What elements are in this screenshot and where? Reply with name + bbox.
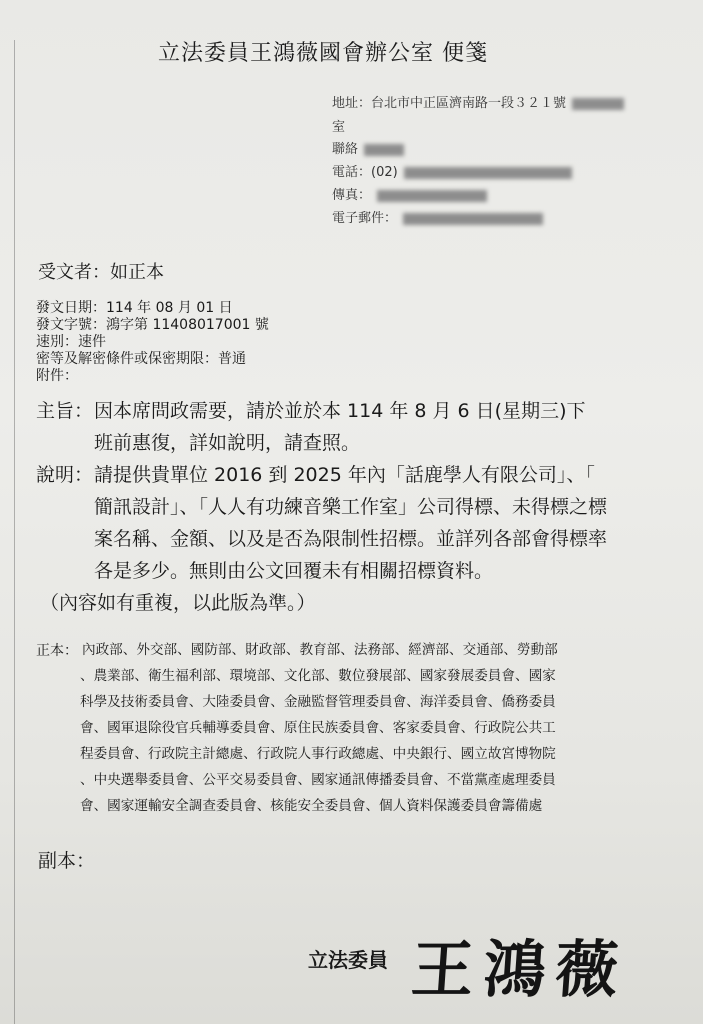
subject-line: 因本席問政需要，請於並於本 114 年 8 月 6 日(星期三)下: [94, 400, 586, 422]
issue-date: 發文日期：114 年 08 月 01 日: [36, 300, 233, 316]
explanation-label: 說明：: [36, 464, 94, 486]
redaction-block: [572, 98, 624, 110]
redaction-block: [403, 213, 543, 225]
copy-recipients-label: 副本：: [38, 850, 96, 872]
contact-fax: 傳真：: [332, 184, 487, 203]
contact-person: 聯絡: [332, 138, 404, 157]
recipient-list-line: 會、國軍退除役官兵輔導委員會、原住民族委員會、客家委員會、行政院公共工: [80, 720, 556, 736]
recipient-list-line: 科學及技術委員會、大陸委員會、金融監督管理委員會、海洋委員會、僑務委員: [80, 694, 556, 710]
subject-label: 主旨：: [36, 400, 94, 422]
recipient-list-line: 程委員會、行政院主計總處、行政院人事行政總處、中央銀行、國立故宮博物院: [80, 746, 556, 762]
memo-title: 立法委員王鴻薇國會辦公室 便箋: [158, 41, 488, 66]
redaction-block: [404, 167, 572, 179]
recipient-list-line: 會、國家運輸安全調查委員會、核能安全委員會、個人資料保護委員會籌備處: [80, 798, 543, 814]
recipient-list-line: 、農業部、衛生福利部、環境部、文化部、數位發展部、國家發展委員會、國家: [80, 668, 556, 684]
signature-title: 立法委員: [308, 948, 388, 972]
contact-address: 地址：台北市中正區濟南路一段３２１號: [332, 92, 624, 111]
delivery-speed: 速別：速件: [36, 334, 106, 350]
contact-email: 電子郵件：: [332, 207, 543, 226]
explanation-line: 請提供貴單位 2016 到 2025 年內「話鹿學人有限公司」、「: [94, 464, 595, 486]
version-note: （內容如有重複，以此版為準。）: [40, 592, 316, 614]
signature-name: 王鴻薇: [409, 933, 631, 1006]
recipient-line: 受文者：如正本: [38, 262, 164, 283]
subject-line: 班前惠復，詳如說明，請查照。: [94, 432, 361, 454]
attachments: 附件：: [36, 368, 78, 384]
contact-address-cont: 室: [332, 120, 346, 135]
explanation-line: 簡訊設計」、「人人有功練音樂工作室」公司得標、未得標之標: [94, 496, 608, 518]
original-recipients-label: 正本：: [36, 643, 78, 659]
confidentiality-level: 密等及解密條件或保密期限：普通: [36, 351, 246, 367]
page-fold-line: [14, 40, 15, 1024]
redaction-block: [377, 190, 487, 202]
recipient-list-line: 內政部、外交部、國防部、財政部、教育部、法務部、經濟部、交通部、勞動部: [82, 642, 558, 658]
document-number: 發文字號：鴻字第 11408017001 號: [36, 317, 269, 333]
recipient-list-line: 、中央選舉委員會、公平交易委員會、國家通訊傳播委員會、不當黨產處理委員: [80, 772, 556, 788]
redaction-block: [364, 144, 404, 156]
explanation-line: 各是多少。無則由公文回覆未有相關招標資料。: [94, 560, 494, 582]
contact-phone: 電話：(02): [332, 161, 572, 180]
explanation-line: 案名稱、金額、以及是否為限制性招標。並詳列各部會得標率: [94, 528, 608, 550]
